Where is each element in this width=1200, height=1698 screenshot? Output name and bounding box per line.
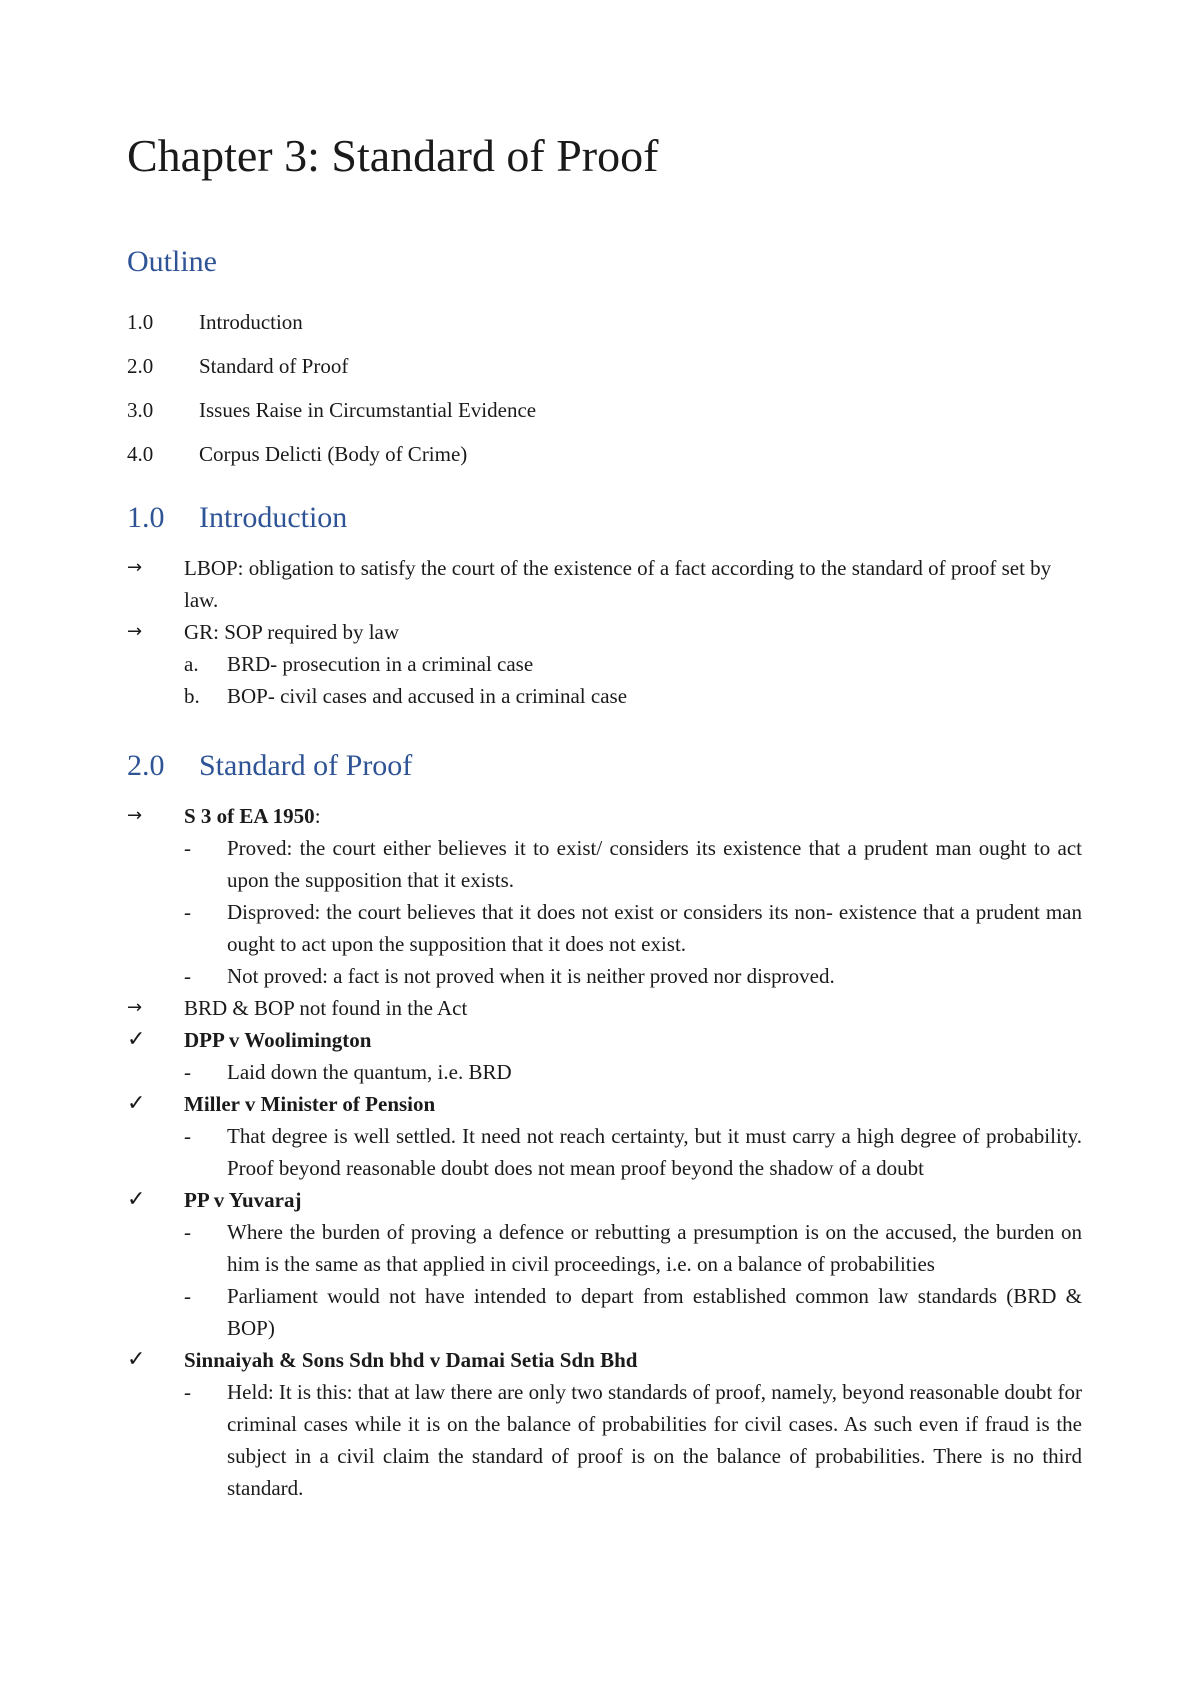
list-item — [127, 552, 1082, 616]
outline-item-label: Issues Raise in Circumstantial Evidence — [199, 398, 537, 422]
sub-list-item — [127, 680, 1082, 712]
case-name: DPP v Woolimington — [184, 1028, 372, 1052]
statute-reference: S 3 of EA 1950 — [184, 804, 315, 828]
case-name: PP v Yuvaraj — [184, 1188, 302, 1212]
dash-marker: - — [184, 964, 191, 988]
case-point: Laid down the quantum, i.e. BRD — [227, 1060, 512, 1084]
case-point: That degree is well settled. It need not reach certainty, but it must carry a high degree of probability. Proof beyond reasonable doubt does not mean proof beyond the shadow of a doubt — [227, 1124, 1082, 1180]
outline-item — [127, 388, 536, 432]
page-title: Chapter 3: Standard of Proof — [127, 130, 659, 181]
section-title: Standard of Proof — [199, 749, 413, 782]
section-number: 2.0 — [127, 749, 165, 782]
checkmark-icon: ✓ — [127, 1187, 146, 1212]
sub-list-item — [127, 896, 1082, 960]
section-title: Introduction — [199, 501, 348, 534]
outline-item — [127, 432, 536, 476]
case-item — [127, 1184, 1082, 1216]
not-proved-text: Not proved: a fact is not proved when it is neither proved nor disproved. — [227, 964, 835, 988]
case-point: Where the burden of proving a defence or rebutting a presumption is on the accused, the burden on him is the same as that applied in civil proceedings, i.e. on a balance of probabilities — [227, 1220, 1082, 1276]
outline-list — [127, 300, 536, 476]
sub-list-item — [127, 648, 1082, 680]
case-point: Parliament would not have intended to depart from established common law standards (BRD & BOP) — [227, 1284, 1082, 1340]
outline-item-number: 3.0 — [127, 398, 154, 422]
introduction-body — [127, 552, 1082, 712]
arrow-right-icon: → — [127, 805, 143, 826]
list-item — [127, 800, 1082, 832]
brd-bop-text: BRD & BOP not found in the Act — [184, 996, 468, 1020]
gr-b-text: BOP- civil cases and accused in a criminal case — [227, 684, 628, 708]
gr-a-text: BRD- prosecution in a criminal case — [227, 652, 534, 676]
outline-item-number: 2.0 — [127, 354, 154, 378]
dash-marker: - — [184, 836, 191, 860]
gr-text: GR: SOP required by law — [184, 620, 400, 644]
list-item — [127, 992, 1082, 1024]
dash-marker: - — [184, 1284, 191, 1308]
checkmark-icon: ✓ — [127, 1347, 146, 1372]
sub-list-item — [127, 832, 1082, 896]
dash-marker: - — [184, 1124, 191, 1148]
case-item — [127, 1344, 1082, 1376]
sub-list-item — [127, 1120, 1082, 1184]
sub-list-item — [127, 1376, 1082, 1504]
outline-item-label: Corpus Delicti (Body of Crime) — [199, 442, 468, 466]
dash-marker: - — [184, 1380, 191, 1404]
arrow-right-icon: → — [127, 557, 143, 578]
outline-heading: Outline — [127, 245, 217, 278]
colon: : — [314, 804, 321, 828]
section-heading-introduction — [127, 500, 347, 536]
sub-list-item — [127, 1280, 1082, 1344]
sub-list-item — [127, 1056, 1082, 1088]
case-name: Sinnaiyah & Sons Sdn bhd v Damai Setia Sdn Bhd — [184, 1348, 638, 1372]
dash-marker: - — [184, 1060, 191, 1084]
standard-body — [127, 800, 1082, 1504]
lbop-text: LBOP: obligation to satisfy the court of the existence of a fact according to the standard of proof set by law. — [184, 556, 1052, 612]
arrow-right-icon: → — [127, 621, 143, 642]
section-heading-standard-of-proof — [127, 748, 412, 784]
case-point: Held: It is this: that at law there are only two standards of proof, namely, beyond reasonable doubt for criminal cases while it is on the balance of probabilities for civil cases. As such even if fraud is the subject in a civil claim the standard of proof is on the balance of probabilities. There is no third standard. — [227, 1380, 1082, 1500]
dash-marker: - — [184, 900, 191, 924]
case-item — [127, 1024, 1082, 1056]
outline-item-label: Introduction — [199, 310, 303, 334]
case-item — [127, 1088, 1082, 1120]
sub-list-item — [127, 960, 1082, 992]
disproved-text: Disproved: the court believes that it does not exist or considers its non- existence that a prudent man ought to act upon the supposition that it does not exist. — [227, 900, 1082, 956]
checkmark-icon: ✓ — [127, 1091, 146, 1116]
outline-item — [127, 344, 536, 388]
checkmark-icon: ✓ — [127, 1027, 146, 1052]
outline-item-number: 1.0 — [127, 310, 154, 334]
dash-marker: - — [184, 1220, 191, 1244]
outline-item-label: Standard of Proof — [199, 354, 349, 378]
outline-item — [127, 300, 536, 344]
case-name: Miller v Minister of Pension — [184, 1092, 436, 1116]
sub-list-item — [127, 1216, 1082, 1280]
list-letter: a. — [184, 652, 199, 676]
section-number: 1.0 — [127, 501, 165, 534]
outline-item-number: 4.0 — [127, 442, 154, 466]
proved-text: Proved: the court either believes it to exist/ considers its existence that a prudent man ought to act upon the supposition that it exists. — [227, 836, 1082, 892]
list-letter: b. — [184, 684, 200, 708]
list-item — [127, 616, 1082, 648]
arrow-right-icon: → — [127, 997, 143, 1018]
